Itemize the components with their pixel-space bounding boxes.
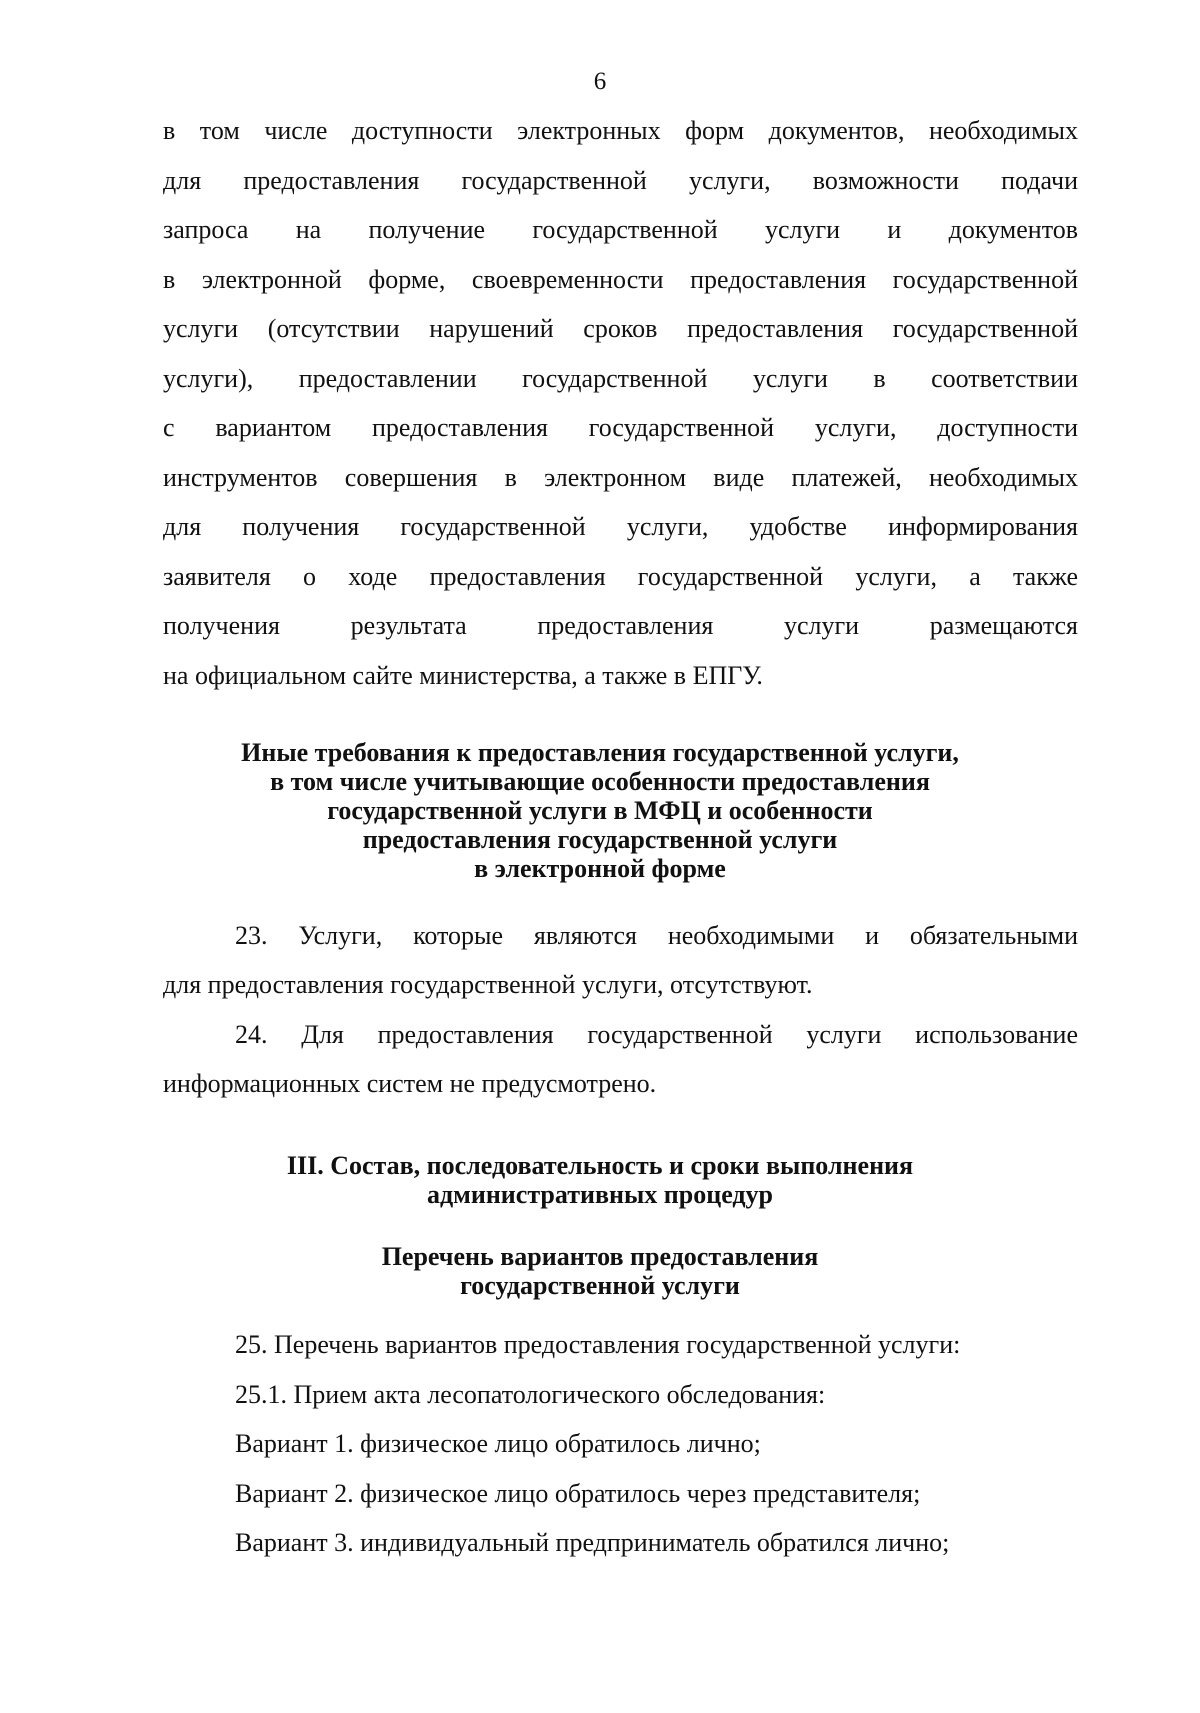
intro-line: услуги (отсутствии нарушений сроков предоставления государственной xyxy=(163,314,1078,343)
heading-variants-list xyxy=(0,1242,1200,1300)
heading-line: Перечень вариантов предоставления xyxy=(381,1242,819,1271)
intro-line: заявителя о ходе предоставления государственной услуги, а также xyxy=(163,561,1078,591)
paragraph-line: 24. Для предоставления государственной услуги использование xyxy=(235,1020,1078,1049)
heading-other-requirements xyxy=(0,738,1200,883)
intro-line: в том числе доступности электронных форм документов, необходимых xyxy=(163,116,1078,145)
intro-line: для предоставления государственной услуги, возможности подачи xyxy=(163,165,1078,195)
intro-line: в электронной форме, своевременности предоставления государственной xyxy=(163,264,1078,294)
paragraph-line: информационных систем не предусмотрено. xyxy=(163,1069,657,1098)
intro-paragraph xyxy=(163,106,1078,700)
list-item: Вариант 3. индивидуальный предприниматель обратился лично; xyxy=(235,1528,950,1557)
list-item: 25. Перечень вариантов предоставления государственной услуги: xyxy=(235,1330,961,1359)
list-item: 25.1. Прием акта лесопатологического обследования: xyxy=(235,1380,826,1409)
heading-line: Иные требования к предоставления государственной услуги, xyxy=(241,738,959,767)
intro-line: на официальном сайте министерства, а также в ЕПГУ. xyxy=(163,660,763,690)
heading-line: государственной услуги xyxy=(460,1271,740,1300)
heading-line: в том числе учитывающие особенности предоставления xyxy=(270,767,930,796)
heading-line: предоставления государственной услуги xyxy=(362,825,838,854)
heading-line: в электронной форме xyxy=(474,854,726,883)
page-number: 6 xyxy=(593,68,607,95)
heading-line: административных процедур xyxy=(426,1180,774,1209)
intro-line: для получения государственной услуги, удобстве информирования xyxy=(163,512,1078,541)
paragraph-23 xyxy=(163,911,1078,1009)
intro-line: получения результата предоставления услуги размещаются xyxy=(163,611,1078,640)
paragraph-line: 23. Услуги, которые являются необходимыми и обязательными xyxy=(235,921,1078,950)
paragraph-line: для предоставления государственной услуги, отсутствуют. xyxy=(163,970,813,999)
paragraph-24 xyxy=(163,1010,1078,1108)
intro-line: услуги), предоставлении государственной услуги в соответствии xyxy=(163,363,1078,393)
heading-line: государственной услуги в МФЦ и особенности xyxy=(327,796,873,825)
intro-line: запроса на получение государственной услуги и документов xyxy=(163,215,1078,244)
intro-line: с вариантом предоставления государственной услуги, доступности xyxy=(163,413,1078,442)
intro-line: инструментов совершения в электронном виде платежей, необходимых xyxy=(163,462,1078,492)
heading-line: III. Состав, последовательность и сроки выполнения xyxy=(286,1151,914,1180)
list-item: Вариант 2. физическое лицо обратилось через представителя; xyxy=(235,1479,921,1508)
list-item: Вариант 1. физическое лицо обратилось лично; xyxy=(235,1429,761,1458)
heading-section-3 xyxy=(0,1151,1200,1209)
